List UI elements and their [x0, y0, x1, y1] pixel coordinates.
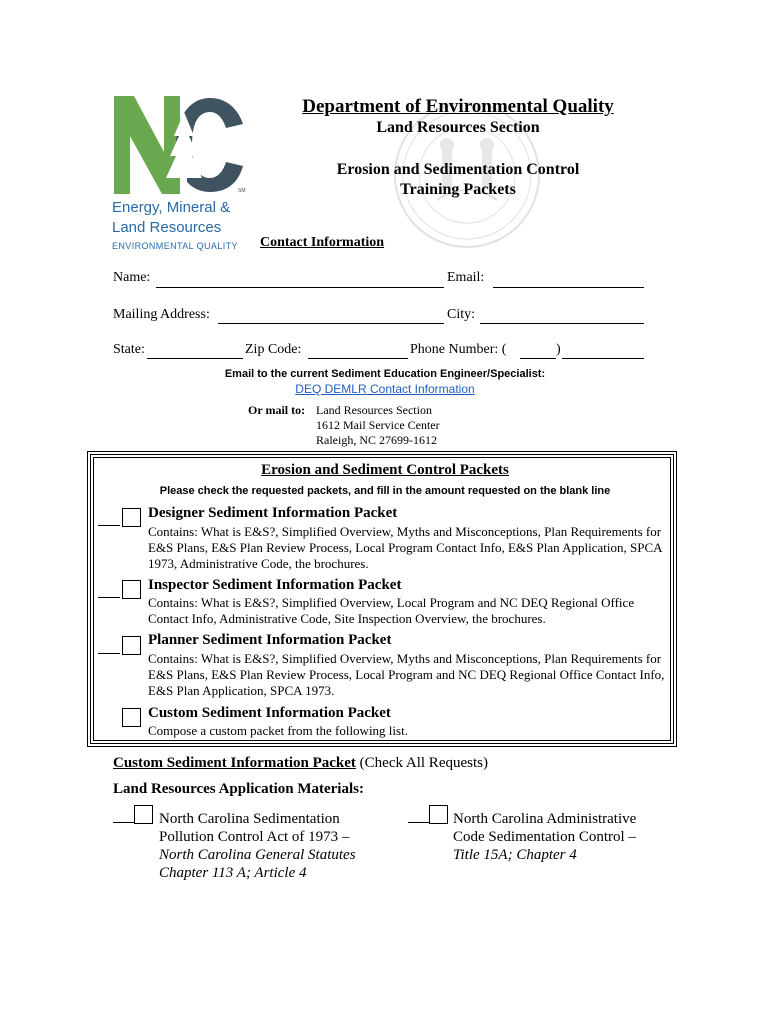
sedimentation-act-item	[159, 810, 379, 882]
name-field[interactable]	[156, 287, 444, 288]
phone-area-code-field[interactable]	[520, 358, 556, 359]
contact-info-link-row	[113, 382, 657, 396]
email-field[interactable]	[493, 287, 644, 288]
planner-packet-desc: Contains: What is E&S?, Simplified Overview, Myths and Misconceptions, Plan Requirements for E&S Plans, E&S Plan Review Process, Local Program and NC DEQ Regional Office Contact Info, E&S Plan Application, SPCA 1973.	[148, 651, 665, 698]
phone-number-field[interactable]	[562, 358, 644, 359]
materials-heading: Land Resources Application Materials:	[113, 781, 364, 797]
sedimentation-act-quantity-blank[interactable]	[113, 822, 135, 823]
custom-packet-heading-suffix: (Check All Requests)	[355, 755, 488, 771]
packets-title: Erosion and Sediment Control Packets	[261, 462, 509, 478]
sedimentation-act-line4: Chapter 113 A; Article 4	[159, 865, 307, 881]
svg-text:SM: SM	[238, 188, 246, 194]
sedimentation-act-line2: Pollution Control Act of 1973 –	[159, 829, 350, 845]
admin-code-quantity-blank[interactable]	[408, 822, 430, 823]
deq-contact-link[interactable]: DEQ DEMLR Contact Information	[295, 382, 475, 396]
logo-tagline-line3: ENVIRONMENTAL QUALITY	[112, 241, 238, 251]
name-label: Name:	[113, 270, 151, 285]
state-field[interactable]	[147, 358, 243, 359]
mail-address-line2: 1612 Mail Service Center	[316, 418, 440, 432]
designer-packet-desc: Contains: What is E&S?, Simplified Overview, Myths and Misconceptions, Plan Requirements for E&S Plans, E&S Plan Review Process, Local Program Contact Info, E&S Plan Application, SPCA 1973, Administrative Code, the brochures.	[148, 524, 662, 571]
phone-label: Phone Number: (	[410, 342, 507, 357]
city-field[interactable]	[480, 323, 644, 324]
sedimentation-act-line3: North Carolina General Statutes	[159, 847, 356, 863]
mailing-address-field[interactable]	[218, 323, 444, 324]
admin-code-line3: Title 15A; Chapter 4	[453, 847, 577, 863]
email-instruction: Email to the current Sediment Education Engineer/Specialist:	[224, 368, 546, 380]
mail-address-line3: Raleigh, NC 27699-1612	[316, 433, 437, 447]
admin-code-checkbox[interactable]	[429, 805, 448, 824]
page-title: Department of Environmental Quality	[302, 96, 614, 117]
admin-code-item	[453, 810, 673, 864]
custom-packet-heading	[113, 755, 488, 772]
planner-quantity-blank[interactable]	[98, 653, 120, 654]
state-label: State:	[113, 342, 145, 357]
inspector-quantity-blank[interactable]	[98, 597, 120, 598]
planner-packet-name: Planner Sediment Information Packet	[148, 632, 392, 648]
planner-packet-checkbox[interactable]	[122, 636, 141, 655]
nc-logo-mark	[112, 94, 262, 196]
sedimentation-act-checkbox[interactable]	[134, 805, 153, 824]
custom-packet-checkbox[interactable]	[122, 708, 141, 727]
designer-packet-name: Designer Sediment Information Packet	[148, 505, 398, 521]
nc-deq-logo	[112, 94, 262, 254]
contact-heading: Contact Information	[260, 235, 385, 250]
logo-tagline-line1: Energy, Mineral &	[112, 199, 231, 216]
packets-instruction: Please check the requested packets, and fill in the amount requested on the blank line	[159, 485, 611, 497]
inspector-packet-desc: Contains: What is E&S?, Simplified Overview, Local Program and NC DEQ Regional Office Contact Info, Administrative Code, Site Inspection Overview, the brochures.	[148, 595, 635, 626]
custom-packet-desc: Compose a custom packet from the following list.	[148, 723, 408, 738]
logo-tagline	[112, 198, 262, 256]
zip-field[interactable]	[308, 358, 408, 359]
mailing-address-block	[316, 403, 440, 448]
custom-packet-heading-title: Custom Sediment Information Packet	[113, 755, 356, 771]
section-title: Land Resources Section	[376, 119, 540, 136]
mail-address-line1: Land Resources Section	[316, 403, 432, 417]
admin-code-line1: North Carolina Administrative	[453, 811, 637, 827]
custom-packet-name: Custom Sediment Information Packet	[148, 705, 391, 721]
zip-label: Zip Code:	[245, 342, 302, 357]
city-label: City:	[447, 307, 476, 322]
program-title-line1: Erosion and Sedimentation Control	[336, 161, 580, 178]
admin-code-line2: Code Sedimentation Control –	[453, 829, 636, 845]
mail-to-label: Or mail to:	[248, 403, 306, 417]
designer-packet-checkbox[interactable]	[122, 508, 141, 527]
inspector-packet-name: Inspector Sediment Information Packet	[148, 577, 402, 593]
phone-paren-close: )	[556, 342, 561, 357]
program-title-line2: Training Packets	[400, 181, 516, 198]
email-label: Email:	[447, 270, 485, 285]
sedimentation-act-line1: North Carolina Sedimentation	[159, 811, 340, 827]
mailing-address-label: Mailing Address:	[113, 307, 210, 322]
logo-tagline-line2: Land Resources	[112, 219, 222, 236]
designer-quantity-blank[interactable]	[98, 525, 120, 526]
inspector-packet-checkbox[interactable]	[122, 580, 141, 599]
